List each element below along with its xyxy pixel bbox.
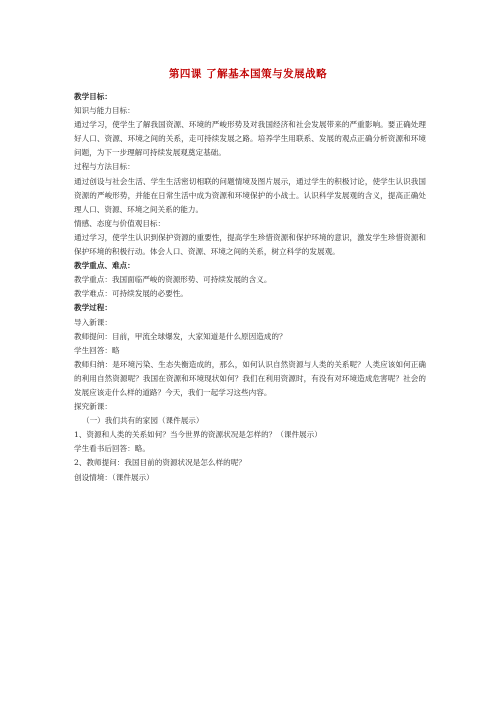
scenario-label: 创设情境：（课件展示） bbox=[74, 472, 154, 482]
document-body bbox=[74, 90, 426, 485]
student-answer: 学生回答：略 bbox=[74, 345, 120, 355]
process-heading: 过程与方法目标： bbox=[74, 162, 135, 172]
explore-label: 探究新课： bbox=[74, 402, 112, 412]
objectives-heading: 教学目标： bbox=[74, 92, 112, 101]
key-point: 教学重点：我国面临严峻的资源形势、可持续发展的含义。 bbox=[74, 275, 272, 285]
part-one-heading: （一）我们共有的家园（课件展示） bbox=[82, 416, 204, 426]
teacher-summary: 教师归纳：是环境污染、生态失衡造成的，那么，如何认识自然资源与人类的关系呢？人类应该如何正确的利用自然资源呢？我国在资源和环境现状如何？我们在利用资源时，有没有对环境造成危害呢？社会的发展应该走什么样的道路？今天，我们一起学习这些内容。 bbox=[74, 359, 426, 397]
question-item-2: 2、教师提问：我国目前的资源状况是怎么样的呢？ bbox=[74, 458, 246, 468]
teaching-process-heading: 教学过程： bbox=[74, 303, 112, 313]
question-item-1: 1、资源和人类的关系如何？当今世界的资源状况是怎样的？（课件展示） bbox=[74, 430, 322, 440]
knowledge-paragraph: 通过学习，使学生了解我国资源、环境的严峻形势及对我国经济和社会发展带来的严重影响。要正确处理好人口、资源、环境之间的关系，走可持续发展之路。培养学生用联系、发展的观点正确分析资源和环境问题，为下一步理解可持续发展观奠定基础。 bbox=[74, 120, 426, 158]
item-1-answer: 学生看书后回答：略。 bbox=[74, 444, 150, 454]
intro-label: 导入新课： bbox=[74, 317, 112, 327]
key-points-heading: 教学重点、难点： bbox=[74, 261, 135, 271]
difficult-point: 教学难点：可持续发展的必要性。 bbox=[74, 289, 188, 299]
emotion-heading: 情感、态度与价值观目标： bbox=[74, 218, 166, 228]
document-title: 第四课 了解基本国策与发展战略 bbox=[168, 68, 328, 80]
process-paragraph: 通过创设与社会生活、学生生活密切相联的问题情境及图片展示，通过学生的积极讨论，使学生认识我国资源的严峻形势，并能在日常生活中成为资源和环境保护的小战士。认识科学发展观的含义，提高正确处理人口、资源、环境之间关系的能力。 bbox=[74, 176, 426, 214]
teacher-question: 教师提问：目前，甲流全球爆发，大家知道是什么原因造成的？ bbox=[74, 331, 287, 341]
emotion-paragraph: 通过学习，使学生认识到保护资源的重要性，提高学生珍惜资源和保护环境的意识，激发学生珍惜资源和保护环境的积极行动。体会人口、资源、环境之间的关系，树立科学的发展观。 bbox=[74, 232, 426, 257]
knowledge-heading: 知识与能力目标： bbox=[74, 106, 135, 116]
